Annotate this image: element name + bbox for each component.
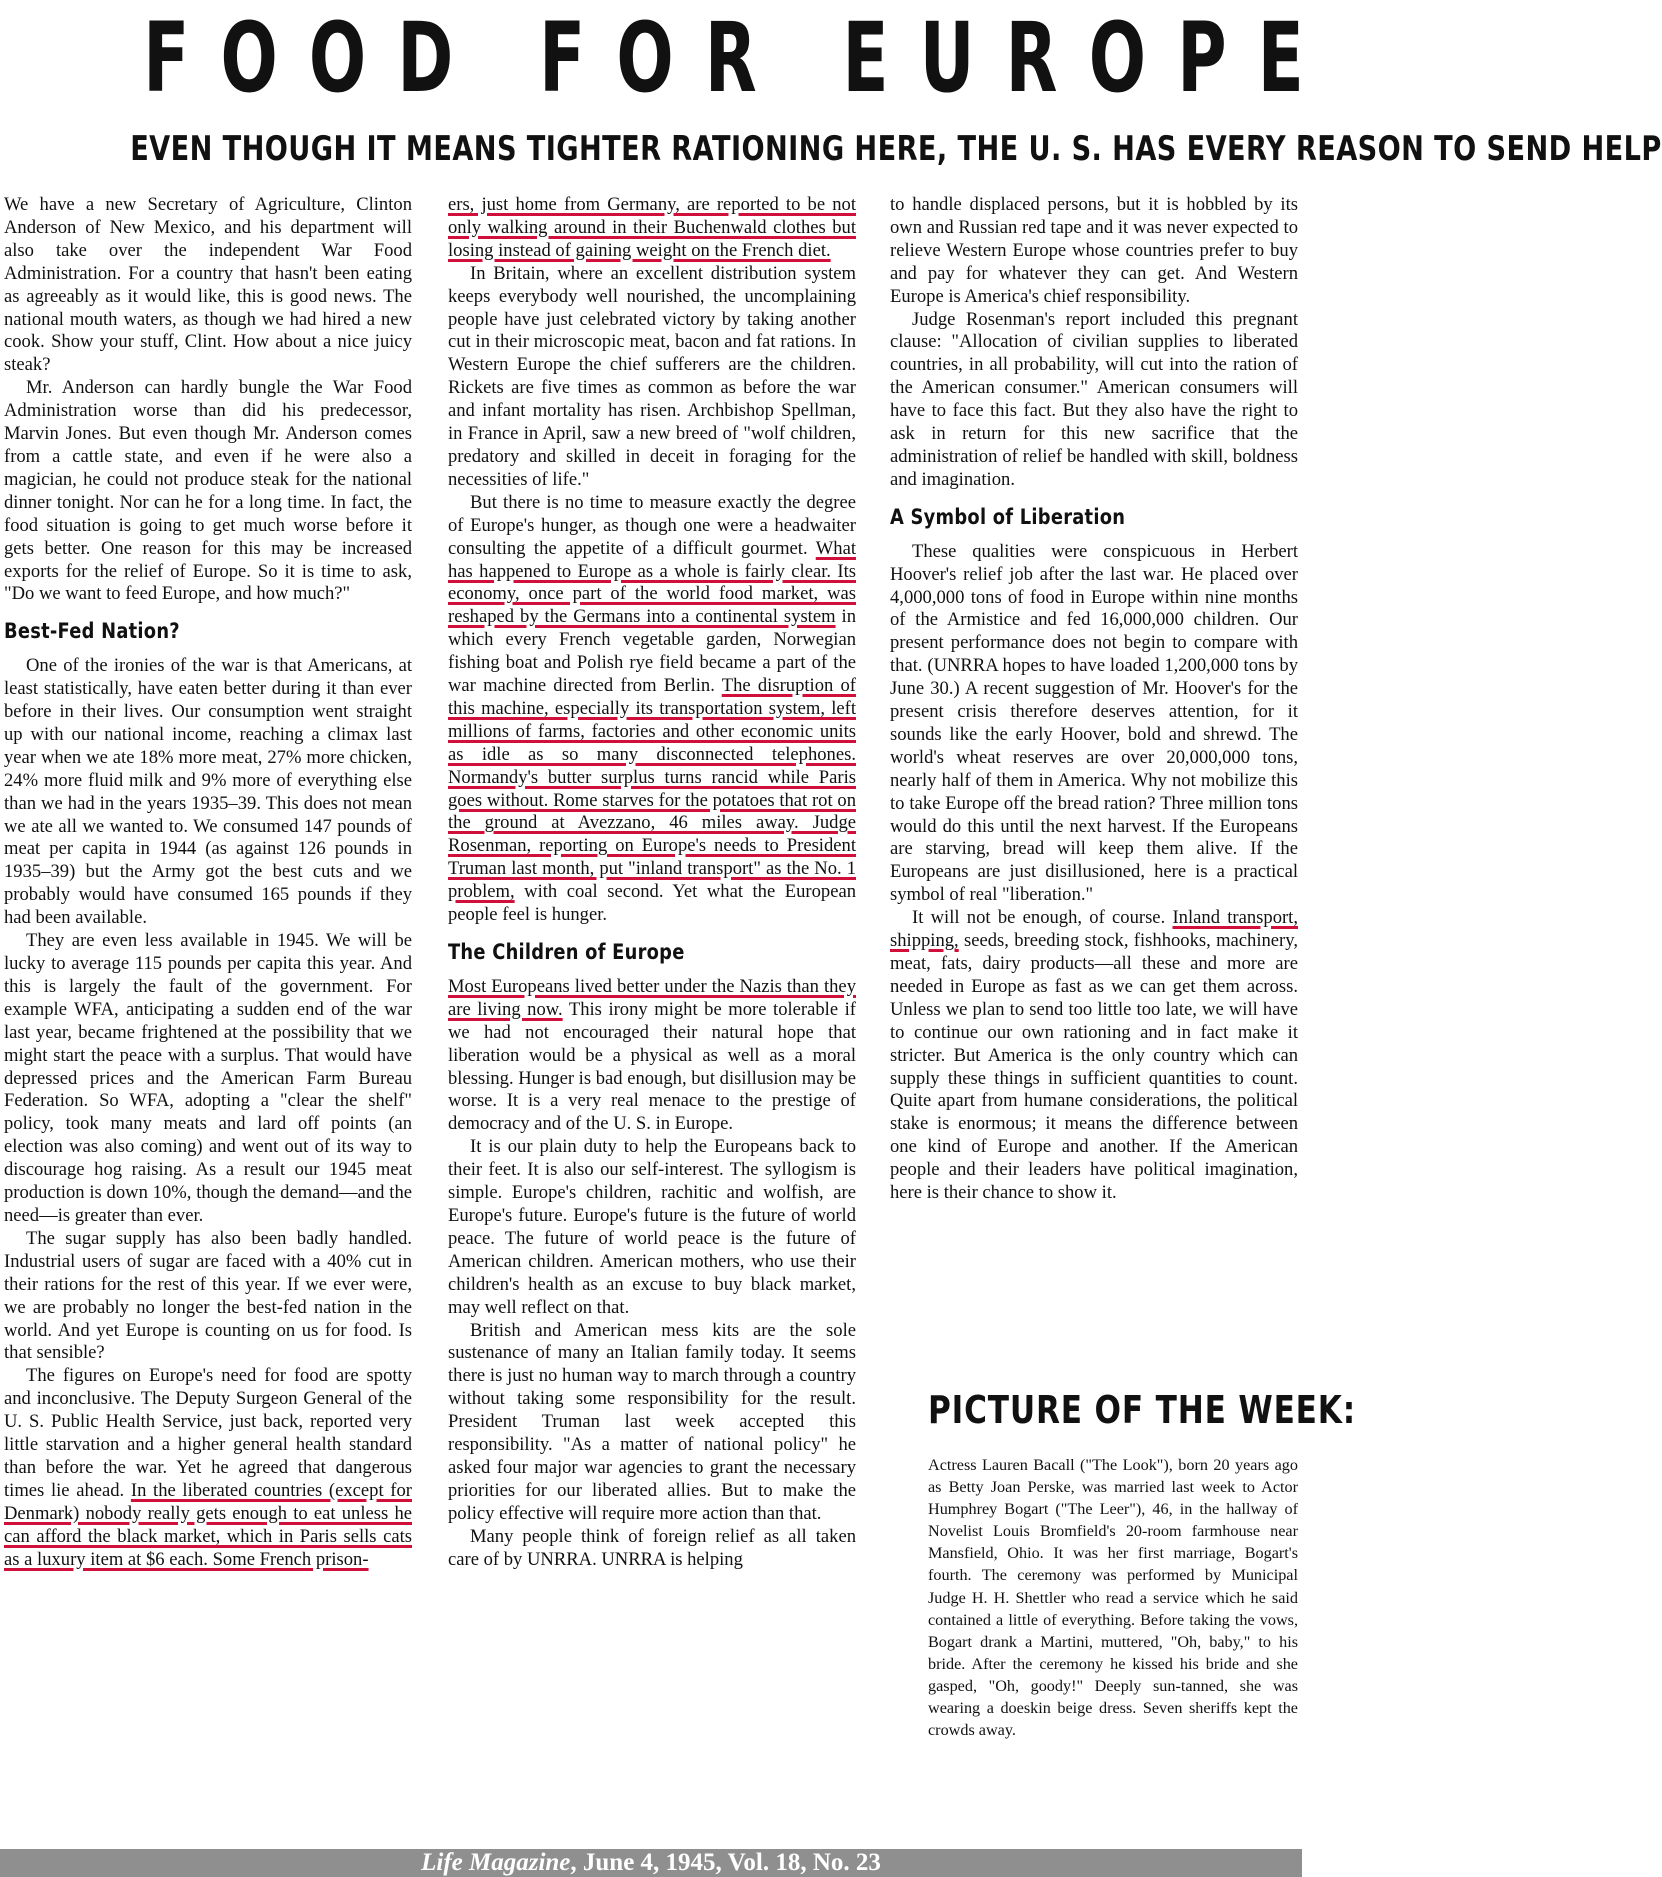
text-run: This irony might be more tolerable if we had not encouraged their natural hope that liberation would be a physical as well as a moral blessing. Hunger is bad enough, but disillusion may be worse. It is a very real menace to the prestige of democracy and of the U. S. in Europe. [448, 998, 856, 1135]
picture-of-the-week-caption: Actress Lauren Bacall ("The Look"), born 20 years ago as Betty Joan Perske, was married last week to Actor Humphrey Bogart ("The Leer"), 46, in the hallway of Novelist Louis Bromfield's 20-room farmhouse near Mansfield, Ohio. It was her first marriage, Bogart's fourth. The ceremony was performed by Municipal Judge H. H. Shettler who read a service which he said contained a little of everything. Before taking the vows, Bogart drank a Martini, muttered, "Oh, baby," to his bride. After the ceremony he kissed his bride and she gasped, "Oh, goody!" Deeply sun-tanned, she was wearing a doeskin beige dress. Seven sheriffs kept the crowds away. [928, 1456, 1298, 1740]
paragraph: British and American mess kits are the sole sustenance of many an Italian family today. It seems there is just no human way to march through a country without taking some responsibility for the result. President Truman last week accepted this responsibility. "As a matter of national policy" he asked four major war agencies to grant the necessary priorities for our liberated allies. But to make the policy effective will require more action than that. [448, 1319, 856, 1524]
section-heading: The Children of Europe [448, 940, 685, 964]
column-3 [890, 194, 1298, 1394]
paragraph: In Britain, where an excellent distribution system keeps everybody well nourished, the uncomplaining people have just celebrated victory by taking another cut in their microscopic meat, bacon and fat rations. In Western Europe the chief sufferers are the children. Rickets are five times as common as before the war and infant mortality has risen. Archbishop Spellman, in France in April, saw a new breed of "wolf children, predatory and skilled in deceit in foraging for the necessities of life." [448, 262, 856, 490]
paragraph [448, 194, 856, 263]
paragraph: It is our plain duty to help the Europeans back to their feet. It is also our self-interest. The syllogism is simple. Europe's children, rachitic and wolfish, are Europe's future. Europe's future is the future of world peace. The future of world peace is the future of American children. American mothers, who use their children's health as an excuse to buy black market, may well reflect on that. [448, 1136, 856, 1318]
paragraph: One of the ironies of the war is that Americans, at least statistically, have eaten better during it than ever before in their lives. Our consumption went straight up with our national income, reaching a climax last year when we ate 18% more meat, 27% more chicken, 24% more fluid milk and 9% more of everything else than we had in the years 1935–39. This does not mean we ate all we wanted to. We consumed 147 pounds of meat per capita in 1944 (as against 126 pounds in 1935–39) but the Army got the best cuts and we probably would have consumed 165 pounds if they had been available. [4, 655, 412, 929]
paragraph [890, 907, 1298, 1205]
issue-info: , June 4, 1945, Vol. 18, No. 23 [570, 1849, 881, 1876]
underlined-text: What has happened to Europe as a whole is fairly clear. Its economy, once part of the world food market, was reshaped by the Germans into a continental system [448, 537, 856, 628]
section-heading: Best-Fed Nation? [4, 619, 180, 644]
text-run: with coal second. Yet what the European people feel is hunger. [448, 881, 856, 926]
paragraph: Many people think of foreign relief as all taken care of by UNRRA. UNRRA is helping [448, 1525, 856, 1570]
underlined-text: Inland transport, shipping, [890, 907, 1298, 952]
text-run: It will not be enough, of course. [912, 907, 1173, 929]
paragraph: They are even less available in 1945. We will be lucky to average 115 pounds per capita this year. And this is largely the fault of the government. For example WFA, anticipating a sudden end of the war last year, became frightened at the possibility that we might start the peace with a surplus. That would have depressed prices and the American Farm Bureau Federation. So WFA, adopting a "clear the shelf" policy, took many meats and lard off points (an election was also coming) and went out of its way to discourage hog raising. As a result our 1945 meat production is down 10%, though the demand—and the need—is greater than ever. [4, 930, 412, 1226]
page-title: FOOD FOR EUROPE [143, 2, 1336, 114]
paragraph: Mr. Anderson can hardly bungle the War Food Administration worse than did his predecessor, Marvin Jones. But even though Mr. Anderson comes from a cattle state, and even if he were also a magician, he could not produce steak for the national dinner tonight. Nor can he for a long time. In fact, the food situation is going to get much worse before it gets better. One reason for this may be increased exports for the relief of Europe. So it is time to ask, "Do we want to feed Europe, and how much?" [4, 377, 412, 605]
magazine-name: Life Magazine [421, 1849, 571, 1876]
text-run: But there is no time to measure exactly the degree of Europe's hunger, as though one were a headwaiter consulting the appetite of a difficult gourmet. [448, 491, 856, 559]
picture-of-the-week-heading: PICTURE OF THE WEEK: [928, 1388, 1357, 1432]
paragraph [448, 492, 856, 927]
paragraph: Judge Rosenman's report included this pregnant clause: "Allocation of civilian supplies to liberated countries, in all probability, will cut into the ration of the American consumer." American consumers will have to face this fact. But they also have the right to ask in return for this new sacrifice that the administration of relief be handled with skill, boldness and imagination. [890, 308, 1298, 490]
column-2 [448, 194, 856, 1849]
text-run: The figures on Europe's need for food are spotty and inconclusive. The Deputy Surgeon General of the U. S. Public Health Service, just back, reported very little starvation and a higher general health standard than before the war. Yet he agreed that dangerous times lie ahead. [4, 1365, 412, 1501]
text-run: seeds, breeding stock, fishhooks, machinery, meat, fats, dairy products—all these and more are needed in Europe as fast as we can get them across. Unless we plan to send too little too late, we will have to continue our own rationing and in fact make it stricter. But America is the only country which can supply these things in sufficient quantities to count. Quite apart from humane considerations, the political stake is enormous; it means the difference between one kind of Europe and another. If the American people and their leaders have political imagination, here is their chance to show it. [890, 930, 1298, 1204]
paragraph: These qualities were conspicuous in Herbert Hoover's relief job after the last war. He placed over 4,000,000 tons of food in Europe within nine months of the Armistice and fed 16,000,000 children. Our present performance does not begin to compare with that. (UNRRA hopes to have loaded 1,200,000 tons by June 30.) A recent suggestion of Mr. Hoover's for the present crisis therefore deserves attention, for it sounds like the early Hoover, bold and shrewd. The world's wheat reserves are over 20,000,000 tons, nearly half of them in America. Why not mobilize this to take Europe off the bread ration? Three million tons would do this until the next harvest. If the Europeans are starving, bread will keep them alive. If the Europeans are just disillusioned, here is a practical symbol of real "liberation." [890, 540, 1298, 906]
text-run: in which every French vegetable garden, Norwegian fishing boat and Polish rye field became a part of the war machine directed from Berlin. [448, 606, 856, 697]
paragraph [448, 976, 856, 1136]
column-1 [4, 194, 412, 1849]
paragraph [4, 1365, 412, 1571]
paragraph: to handle displaced persons, but it is hobbled by its own and Russian red tape and it was never expected to relieve Western Europe whose countries prefer to buy and pay for whatever they can get. And Western Europe is America's chief responsibility. [890, 194, 1298, 307]
picture-of-the-week-box [928, 1388, 1357, 1850]
underlined-text: ers, just home from Germany, are reported to be not only walking around in their Buchenwald clothes but losing instead of gaining weight on the French diet. [448, 194, 856, 261]
paragraph: We have a new Secretary of Agriculture, Clinton Anderson of New Mexico, and his department will also take over the independent War Food Administration. For a country that hasn't been eating as agreeably as it would like, this is good news. The national mouth waters, as though we had hired a new cook. Show your stuff, Clint. How about a nice juicy steak? [4, 194, 412, 376]
underlined-text: The disruption of this machine, especially its transportation system, left millions of farms, factories and other economic units as idle as so many disconnected telephones. Normandy's butter surplus turns rancid while Paris goes without. Rome starves for the potatoes that rot on the ground at Avezzano, 46 miles away. Judge Rosenman, reporting on Europe's needs to President Truman last month, put "inland transport" as the No. 1 problem, [448, 675, 856, 903]
underlined-text: Most Europeans lived better under the Nazis than they are living now. [448, 975, 856, 1020]
underlined-text: In the liberated countries (except for Denmark) nobody really gets enough to eat unless he can afford the black market, which in Paris sells cats as a luxury item at $6 each. Some French prison- [4, 1479, 412, 1570]
section-heading: A Symbol of Liberation [890, 504, 1126, 529]
paragraph: The sugar supply has also been badly handled. Industrial users of sugar are faced with a 40% cut in their rations for the rest of this year. If we ever were, we are probably no longer the best-fed nation in the world. And yet Europe is counting on us for food. Is that sensible? [4, 1227, 412, 1364]
source-footer [0, 1849, 1302, 1877]
page-subtitle: EVEN THOUGH IT MEANS TIGHTER RATIONING HERE, THE U. S. HAS EVERY REASON TO SEND HELP [130, 129, 1662, 169]
